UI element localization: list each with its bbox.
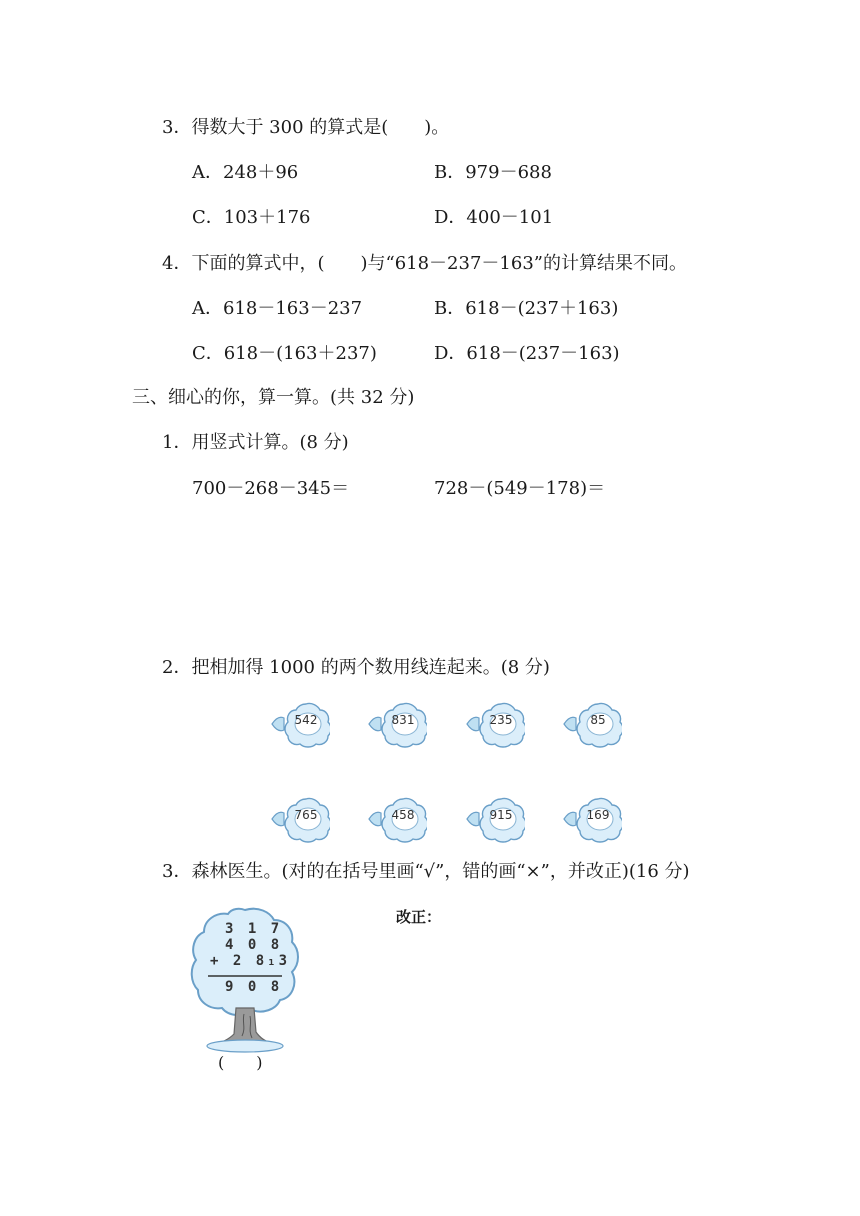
flower-number: 831	[391, 713, 415, 727]
flower-card[interactable]	[562, 795, 622, 843]
q3-option-c: C．103＋176	[192, 207, 311, 228]
q3-stem: 3．得数大于 300 的算式是( )。	[162, 117, 450, 138]
q3-option-a: A．248＋96	[192, 162, 299, 183]
flower-card[interactable]	[465, 700, 525, 748]
part1-expression-1: 700－268－345＝	[192, 478, 350, 499]
q3-option-b: B．979－688	[434, 162, 552, 183]
part3-title: 3．森林医生。(对的在括号里画“√”，错的画“×”，并改正)(16 分)	[162, 861, 690, 882]
calc-line-3: + 2 8₁3	[210, 953, 291, 969]
flower-number: 542	[294, 713, 318, 727]
part1-title: 1．用竖式计算。(8 分)	[162, 432, 349, 453]
flower-card[interactable]	[270, 795, 330, 843]
part1-expression-2: 728－(549－178)＝	[434, 478, 606, 499]
q4-option-a: A．618－163－237	[192, 298, 363, 319]
calc-line-2: 4 0 8	[225, 937, 283, 953]
q4-option-c: C．618－(163＋237)	[192, 343, 377, 364]
flower-number: 235	[489, 713, 513, 727]
flower-number: 458	[391, 808, 415, 822]
answer-parentheses[interactable]: ( )	[218, 1053, 263, 1072]
flower-card[interactable]	[270, 700, 330, 748]
flower-card[interactable]	[367, 700, 427, 748]
tree-illustration	[188, 904, 302, 1064]
calc-result: 9 0 8	[225, 979, 283, 995]
flower-card[interactable]	[367, 795, 427, 843]
calc-line-1: 3 1 7	[225, 921, 283, 937]
q4-option-b: B．618－(237＋163)	[434, 298, 619, 319]
section-heading: 三、细心的你，算一算。(共 32 分)	[132, 387, 415, 408]
flower-number: 85	[590, 713, 606, 727]
flower-number: 915	[489, 808, 513, 822]
flower-card[interactable]	[562, 700, 622, 748]
correction-label: 改正：	[396, 908, 442, 926]
flower-number: 169	[586, 808, 610, 822]
flower-number: 765	[294, 808, 318, 822]
part2-title: 2．把相加得 1000 的两个数用线连起来。(8 分)	[162, 657, 550, 678]
q4-option-d: D．618－(237－163)	[434, 343, 620, 364]
flower-card[interactable]	[465, 795, 525, 843]
q4-stem: 4．下面的算式中，( )与“618－237－163”的计算结果不同。	[162, 253, 687, 274]
q3-option-d: D．400－101	[434, 207, 554, 228]
